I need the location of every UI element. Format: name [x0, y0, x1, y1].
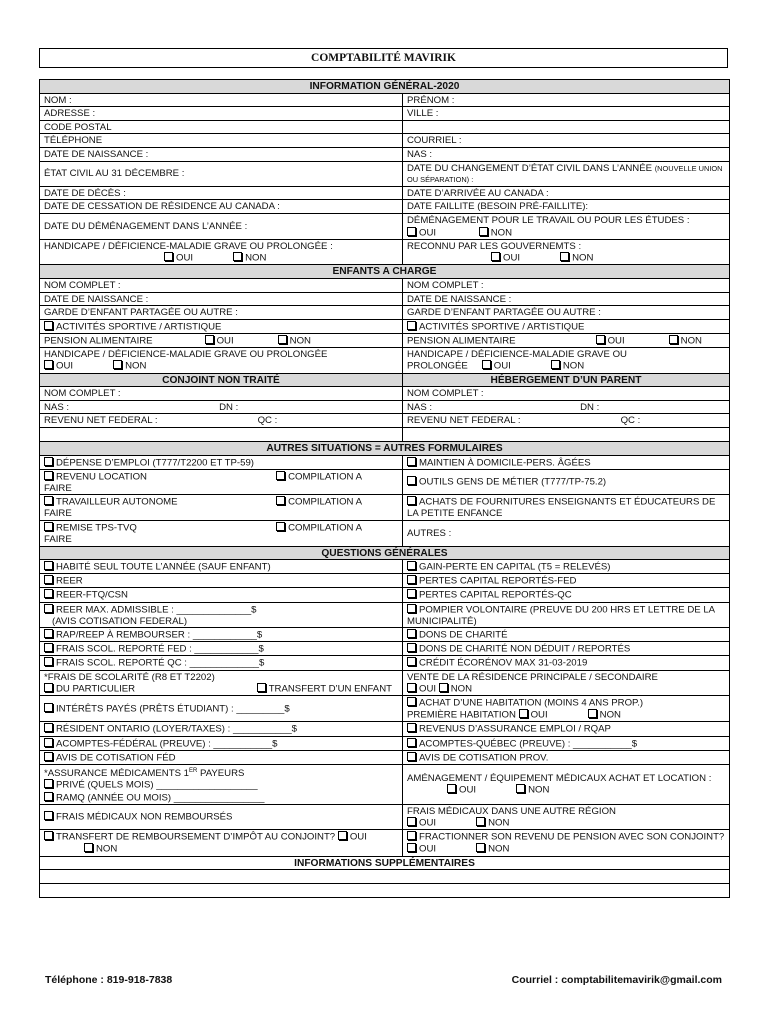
frais-med-autre-label: FRAIS MÉDICAUX DANS UNE AUTRE RÉGION — [407, 805, 616, 817]
faire-label: FAIRE — [44, 508, 72, 520]
autres-travailleur[interactable] — [40, 495, 403, 521]
checkbox-icon[interactable] — [44, 792, 53, 801]
q-acomptes-qc[interactable] — [403, 736, 730, 750]
q-label: DONS DE CHARITÉ NON DÉDUIT / REPORTÉS — [419, 643, 631, 655]
checkbox-icon[interactable] — [44, 471, 53, 480]
checkbox-icon[interactable] — [44, 683, 53, 692]
non-label: NON — [245, 252, 267, 264]
non-label: NON — [562, 360, 585, 372]
q-pertes-fed[interactable] — [403, 574, 730, 588]
ramq-label: RAMQ (ANNÉE OU MOIS) _________________ — [56, 792, 265, 804]
q-frais-fed[interactable] — [40, 642, 403, 656]
frais-scol-label: *FRAIS DE SCOLARITÉ (R8 ET T2202) — [44, 671, 215, 683]
q-reer[interactable] — [40, 574, 403, 588]
checkbox-icon[interactable] — [44, 589, 53, 598]
checkbox-icon[interactable] — [491, 252, 500, 261]
q-revenus-ae[interactable] — [403, 722, 730, 736]
reer-max-label: REER MAX. ADMISSIBLE : ______________$ — [56, 604, 257, 616]
qc-label: QC : — [620, 415, 641, 427]
handicape-label: HANDICAPE / DÉFICIENCE-MALADIE GRAVE OU — [407, 348, 627, 360]
q-pompier[interactable] — [403, 602, 730, 628]
enfant2-nom[interactable]: NOM COMPLET : — [403, 278, 730, 292]
field-dem-travail[interactable] — [403, 213, 730, 239]
q-reer-max[interactable] — [40, 602, 403, 628]
checkbox-icon[interactable] — [479, 227, 488, 236]
non-label: NON — [572, 252, 594, 264]
oui-label: OUI — [530, 709, 548, 721]
section-header-questions: QUESTIONS GÉNÉRALES — [40, 546, 730, 560]
checkbox-icon[interactable] — [407, 457, 416, 466]
footer-telephone: Téléphone : 819-918-7838 — [45, 974, 173, 986]
maintien-label: MAINTIEN À DOMICILE-PERS. ÂGÉES — [419, 457, 591, 469]
checkbox-icon[interactable] — [44, 496, 53, 505]
tax-form — [39, 79, 730, 898]
prive-label: PRIVÉ (QUELS MOIS) ___________________ — [56, 779, 258, 791]
checkbox-icon[interactable] — [205, 335, 214, 344]
checkbox-icon[interactable] — [44, 561, 53, 570]
oui-label: OUI — [419, 227, 437, 239]
q-label: FRAIS SCOL. REPORTÉ QC : _____________$ — [56, 657, 265, 669]
oui-label: OUI — [607, 335, 625, 347]
field-deces[interactable]: DATE DE DÉCÈS : — [40, 186, 403, 200]
checkbox-icon[interactable] — [276, 496, 285, 505]
checkbox-icon[interactable] — [44, 811, 53, 820]
checkbox-icon[interactable] — [276, 522, 285, 531]
checkbox-icon[interactable] — [257, 683, 266, 692]
compilation-label: COMPILATION A — [288, 496, 362, 508]
non-label: NON — [488, 817, 510, 829]
checkbox-icon[interactable] — [407, 843, 416, 852]
q-rap[interactable] — [40, 628, 403, 642]
checkbox-icon[interactable] — [447, 784, 456, 793]
q-label: FRAIS MÉDICAUX NON REMBOURSÉS — [56, 811, 233, 823]
q-transfert-impot[interactable] — [40, 830, 403, 856]
checkbox-icon[interactable] — [233, 252, 242, 261]
checkbox-icon[interactable] — [407, 227, 416, 236]
achat-hab-label: ACHAT D’UNE HABITATION (MOINS 4 ANS PROP.) — [419, 697, 644, 709]
checkbox-icon[interactable] — [278, 335, 287, 344]
checkbox-icon[interactable] — [276, 471, 285, 480]
dn-label: DN : — [219, 401, 239, 413]
checkbox-icon[interactable] — [476, 817, 485, 826]
non-label: NON — [680, 335, 702, 347]
q-label: PERTES CAPITAL REPORTÉS-QC — [419, 589, 572, 601]
q-label: AVIS DE COTISATION PROV. — [419, 752, 549, 764]
oui-label: OUI — [419, 683, 437, 695]
q-reer-ftq[interactable] — [40, 588, 403, 602]
field-etat-civil[interactable]: ÉTAT CIVIL AU 31 DÉCEMBRE : — [40, 161, 403, 186]
q-frais-scolarite[interactable] — [40, 670, 403, 696]
field-nas[interactable]: NAS : — [403, 147, 730, 161]
checkbox-icon[interactable] — [407, 604, 416, 613]
checkbox-icon[interactable] — [596, 335, 605, 344]
checkbox-icon[interactable] — [407, 723, 416, 732]
field-telephone[interactable]: TÉLÉPHONE — [40, 134, 403, 148]
checkbox-icon[interactable] — [44, 723, 53, 732]
qc-label: QC : — [257, 415, 278, 427]
checkbox-icon[interactable] — [44, 779, 53, 788]
checkbox-icon[interactable] — [407, 575, 416, 584]
q-label: INTÉRÊTS PAYÉS (PRÊTS ÉTUDIANT) : _________$ — [56, 703, 290, 715]
assurance-sup: ER — [189, 767, 198, 774]
transfert-impot-label: TRANSFERT DE REMBOURSEMENT D’IMPÔT AU CONJOINT? — [56, 831, 336, 843]
remise-label: REMISE TPS-TVQ — [56, 522, 137, 534]
revenu-label: REVENU NET FEDERAL : — [407, 415, 521, 427]
field-demenagement[interactable]: DATE DU DÉMÉNAGEMENT DANS L’ANNÉE : — [40, 213, 403, 239]
enfant1-activites[interactable] — [40, 319, 403, 333]
q-ecorenov[interactable] — [403, 656, 730, 670]
checkbox-icon[interactable] — [84, 843, 93, 852]
checkbox-icon[interactable] — [439, 683, 448, 692]
checkbox-icon[interactable] — [44, 457, 53, 466]
q-label: GAIN-PERTE EN CAPITAL (T5 = RELEVÉS) — [419, 561, 611, 573]
outils-label: OUTILS GENS DE MÉTIER (T777/TP-75.2) — [419, 476, 607, 488]
checkbox-icon[interactable] — [551, 360, 560, 369]
conjoint-nas[interactable] — [40, 400, 403, 414]
nas-label: NAS : — [407, 401, 433, 413]
q-label: REVENUS D’ASSURANCE EMPLOI / RQAP — [419, 723, 611, 735]
q-label: REER-FTQ/CSN — [56, 589, 128, 601]
pension-label: PENSION ALIMENTAIRE — [407, 335, 516, 347]
field-changement-etat[interactable] — [403, 161, 730, 186]
oui-label: OUI — [459, 784, 477, 796]
changement-etat-label: DATE DU CHANGEMENT D’ÉTAT CIVIL DANS L’ANNÉE — [407, 162, 653, 174]
checkbox-icon[interactable] — [44, 831, 53, 840]
checkbox-icon[interactable] — [44, 752, 53, 761]
enfant1-garde[interactable]: GARDE D’ENFANT PARTAGÉE OU AUTRE : — [40, 306, 403, 320]
q-label: PERTES CAPITAL REPORTÉS-FED — [419, 575, 577, 587]
non-label: NON — [96, 843, 118, 855]
conjoint-blank[interactable] — [40, 427, 403, 441]
checkbox-icon[interactable] — [407, 643, 416, 652]
q-label: ACOMPTES-QUÉBEC (PREUVE) : ___________$ — [419, 738, 638, 749]
q-habite-seul[interactable] — [40, 560, 403, 574]
activites-label: ACTIVITÉS SPORTIVE / ARTISTIQUE — [56, 321, 222, 333]
enfant2-naissance[interactable]: DATE DE NAISSANCE : — [403, 292, 730, 306]
oui-label: OUI — [503, 252, 521, 264]
checkbox-icon[interactable] — [560, 252, 569, 261]
enfant1-handicape[interactable] — [40, 347, 403, 373]
handicape-label: HANDICAPE / DÉFICIENCE-MALADIE GRAVE OU PROLONGÉE : — [44, 240, 333, 252]
field-cessation[interactable]: DATE DE CESSATION DE RÉSIDENCE AU CANADA : — [40, 200, 403, 214]
checkbox-icon[interactable] — [407, 496, 416, 505]
compilation-label: COMPILATION A — [288, 522, 362, 534]
field-faillite[interactable]: DATE FAILLITE (BESOIN PRÉ-FAILLITE): — [403, 200, 730, 214]
oui-label: OUI — [56, 360, 74, 372]
checkbox-icon[interactable] — [588, 709, 597, 718]
oui-label: OUI — [176, 252, 194, 264]
q-label: FRAIS SCOL. REPORTÉ FED : ____________$ — [56, 643, 264, 655]
checkbox-icon[interactable] — [44, 604, 53, 613]
dn-label: DN : — [580, 401, 600, 413]
q-label: HABITÉ SEUL TOUTE L’ANNÉE (SAUF ENFANT) — [56, 561, 271, 573]
section-header-conjoint: CONJOINT NON TRAITÉ — [40, 373, 403, 387]
checkbox-icon[interactable] — [44, 657, 53, 666]
checkbox-icon[interactable] — [407, 683, 416, 692]
q-acomptes-fed[interactable] — [40, 736, 403, 750]
field-code-postal[interactable]: CODE POSTAL — [40, 120, 403, 134]
enfant2-handicape[interactable] — [403, 347, 730, 373]
checkbox-icon[interactable] — [407, 738, 416, 747]
q-dons[interactable] — [403, 628, 730, 642]
q-dons-non[interactable] — [403, 642, 730, 656]
field-ville[interactable]: VILLE : — [403, 107, 730, 121]
checkbox-icon[interactable] — [407, 321, 416, 330]
q-label: RÉSIDENT ONTARIO (LOYER/TAXES) : ___________$ — [56, 723, 298, 735]
non-label: NON — [528, 784, 550, 796]
field-nom[interactable]: NOM : — [40, 93, 403, 107]
amenagement-label: AMÉNAGEMENT / ÉQUIPEMENT MÉDICAUX ACHAT ET LOCATION : — [407, 772, 712, 784]
checkbox-icon[interactable] — [407, 589, 416, 598]
q-label: DONS DE CHARITÉ — [419, 629, 508, 641]
autres-achats[interactable] — [403, 495, 730, 521]
particulier-label: DU PARTICULIER — [56, 683, 136, 695]
autres-revenu-location[interactable] — [40, 469, 403, 495]
checkbox-icon[interactable] — [669, 335, 678, 344]
checkbox-icon[interactable] — [338, 831, 347, 840]
oui-label: OUI — [216, 335, 234, 347]
achats-label: ACHATS DE FOURNITURES ENSEIGNANTS ET ÉDUCATEURS DE LA PETITE ENFANCE — [407, 496, 716, 520]
checkbox-icon[interactable] — [516, 784, 525, 793]
checkbox-icon[interactable] — [407, 561, 416, 570]
enfant2-pension[interactable] — [403, 333, 730, 347]
section-header-info: INFORMATION GÉNÉRAL-2020 — [40, 80, 730, 94]
premiere-hab-label: PREMIÈRE HABITATION — [407, 709, 516, 721]
parent-nom[interactable]: NOM COMPLET : — [403, 387, 730, 401]
field-arrivee[interactable]: DATE D’ARRIVÉE AU CANADA : — [403, 186, 730, 200]
q-avis-fed[interactable] — [40, 750, 403, 764]
parent-nas[interactable] — [403, 400, 730, 414]
non-label: NON — [599, 709, 621, 721]
revenu-location-label: REVENU LOCATION — [56, 471, 147, 483]
non-label: NON — [488, 843, 510, 855]
q-vente[interactable] — [403, 670, 730, 696]
field-adresse[interactable]: ADRESSE : — [40, 107, 403, 121]
supp-line-2[interactable] — [40, 884, 730, 898]
checkbox-icon[interactable] — [164, 252, 173, 261]
q-amenagement[interactable] — [403, 764, 730, 804]
checkbox-icon[interactable] — [44, 321, 53, 330]
checkbox-icon[interactable] — [407, 817, 416, 826]
checkbox-icon[interactable] — [113, 360, 122, 369]
enfant2-activites[interactable] — [403, 319, 730, 333]
q-frais-qc[interactable] — [40, 656, 403, 670]
field-naissance[interactable]: DATE DE NAISSANCE : — [40, 147, 403, 161]
q-frais-medicaux[interactable] — [40, 804, 403, 830]
assurance-end: PAYEURS — [197, 767, 245, 779]
oui-label: OUI — [349, 831, 367, 843]
field-prenom[interactable]: PRÉNOM : — [403, 93, 730, 107]
q-interets[interactable] — [40, 696, 403, 722]
non-label: NON — [450, 683, 473, 695]
enfant1-nom[interactable]: NOM COMPLET : — [40, 278, 403, 292]
section-header-enfants: ENFANTS A CHARGE — [40, 265, 730, 279]
pompier-label: POMPIER VOLONTAIRE (PREUVE DU 200 HRS ET LETTRE DE LA MUNICIPALITÉ) — [407, 604, 715, 627]
oui-label: OUI — [419, 817, 437, 829]
handicape-label: HANDICAPE / DÉFICIENCE-MALADIE GRAVE OU PROLONGÉE — [44, 348, 328, 360]
q-frais-med-autre[interactable] — [403, 804, 730, 830]
checkbox-icon[interactable] — [44, 738, 53, 747]
nas-label: NAS : — [44, 401, 70, 413]
parent-blank[interactable] — [403, 427, 730, 441]
checkbox-icon[interactable] — [407, 831, 416, 840]
field-reconnu[interactable] — [403, 239, 730, 265]
checkbox-icon[interactable] — [44, 703, 53, 712]
checkbox-icon[interactable] — [407, 476, 416, 485]
section-header-autres: AUTRES SITUATIONS = AUTRES FORMULAIRES — [40, 441, 730, 455]
q-label: ACOMPTES-FÉDÉRAL (PREUVE) : ___________$ — [56, 738, 278, 749]
dem-travail-label: DÉMÉNAGEMENT POUR LE TRAVAIL OU POUR LES ÉTUDES : — [407, 214, 690, 226]
autres-maintien[interactable] — [403, 455, 730, 469]
autres-autres[interactable]: AUTRES : — [403, 521, 730, 547]
checkbox-icon[interactable] — [519, 709, 528, 718]
prolongee-label: PROLONGÉE — [407, 360, 468, 372]
parent-revenu[interactable] — [403, 414, 730, 428]
q-pertes-qc[interactable] — [403, 588, 730, 602]
q-avis-prov[interactable] — [403, 750, 730, 764]
faire-label: FAIRE — [44, 482, 72, 494]
oui-label: OUI — [419, 843, 437, 855]
transfert-enfant-label: TRANSFERT D’UN ENFANT — [268, 683, 392, 695]
fractionner-label: FRACTIONNER SON REVENU DE PENSION AVEC SON CONJOINT? — [419, 831, 725, 843]
depense-label: DÉPENSE D’EMPLOI (T777/T2200 ET TP-59) — [56, 457, 254, 469]
non-label: NON — [125, 360, 147, 372]
checkbox-icon[interactable] — [44, 360, 53, 369]
autres-outils[interactable] — [403, 469, 730, 495]
section-header-supp: INFORMATIONS SUPPLÉMENTAIRES — [40, 856, 730, 870]
conjoint-nom[interactable]: NOM COMPLET : — [40, 387, 403, 401]
changement-etat-note: (NOUVELLE UNION OU SÉPARATION) : — [407, 163, 723, 185]
section-header-hebergement: HÉBERGEMENT D’UN PARENT — [403, 373, 730, 387]
vente-label: VENTE DE LA RÉSIDENCE PRINCIPALE / SECONDAIRE — [407, 671, 658, 683]
assurance-label: *ASSURANCE MÉDICAMENTS 1 — [44, 767, 189, 779]
q-label: CRÉDIT ÉCORÉNOV MAX 31-03-2019 — [419, 657, 588, 669]
faire-label: FAIRE — [44, 534, 72, 546]
activites-label: ACTIVITÉS SPORTIVE / ARTISTIQUE — [419, 321, 585, 333]
q-assurance[interactable] — [40, 764, 403, 804]
checkbox-icon[interactable] — [407, 752, 416, 761]
enfant1-naissance[interactable]: DATE DE NAISSANCE : — [40, 292, 403, 306]
checkbox-icon[interactable] — [44, 629, 53, 638]
q-achat-habitation[interactable] — [403, 696, 730, 722]
enfant1-pension[interactable] — [40, 333, 403, 347]
compilation-label: COMPILATION A — [288, 471, 362, 483]
checkbox-icon[interactable] — [407, 629, 416, 638]
checkbox-icon[interactable] — [44, 575, 53, 584]
checkbox-icon[interactable] — [476, 843, 485, 852]
non-label: NON — [289, 335, 311, 347]
autres-remise[interactable] — [40, 521, 403, 547]
q-label: AVIS DE COTISATION FÉD — [56, 752, 176, 764]
travailleur-label: TRAVAILLEUR AUTONOME — [56, 496, 178, 508]
reconnu-label: RECONNU PAR LES GOUVERNEMTS : — [407, 240, 582, 252]
field-handicape[interactable] — [40, 239, 403, 265]
q-fractionner[interactable] — [403, 830, 730, 856]
checkbox-icon[interactable] — [482, 360, 491, 369]
checkbox-icon[interactable] — [44, 522, 53, 531]
revenu-label: REVENU NET FEDERAL : — [44, 415, 158, 427]
q-label: RAP/REEP À REMBOURSER : ____________$ — [56, 629, 263, 641]
checkbox-icon[interactable] — [407, 697, 416, 706]
autres-depense[interactable] — [40, 455, 403, 469]
field-courriel[interactable]: COURRIEL : — [403, 134, 730, 148]
enfant2-garde[interactable]: GARDE D’ENFANT PARTAGÉE OU AUTRE : — [403, 306, 730, 320]
non-label: NON — [490, 227, 513, 239]
reer-max-note: (AVIS COTISATION FEDERAL) — [52, 615, 188, 627]
checkbox-icon[interactable] — [44, 643, 53, 652]
oui-label: OUI — [493, 360, 511, 372]
pension-label: PENSION ALIMENTAIRE — [44, 335, 153, 347]
form-title: COMPTABILITÉ MAVIRIK — [39, 48, 728, 68]
checkbox-icon[interactable] — [407, 657, 416, 666]
field-empty[interactable] — [403, 120, 730, 134]
conjoint-revenu[interactable] — [40, 414, 403, 428]
supp-line-1[interactable] — [40, 870, 730, 884]
q-gain-perte[interactable] — [403, 560, 730, 574]
q-resident-ontario[interactable] — [40, 722, 403, 736]
footer-courriel: Courriel : comptabilitemavirik@gmail.com — [511, 974, 722, 986]
q-label: REER — [56, 575, 83, 587]
